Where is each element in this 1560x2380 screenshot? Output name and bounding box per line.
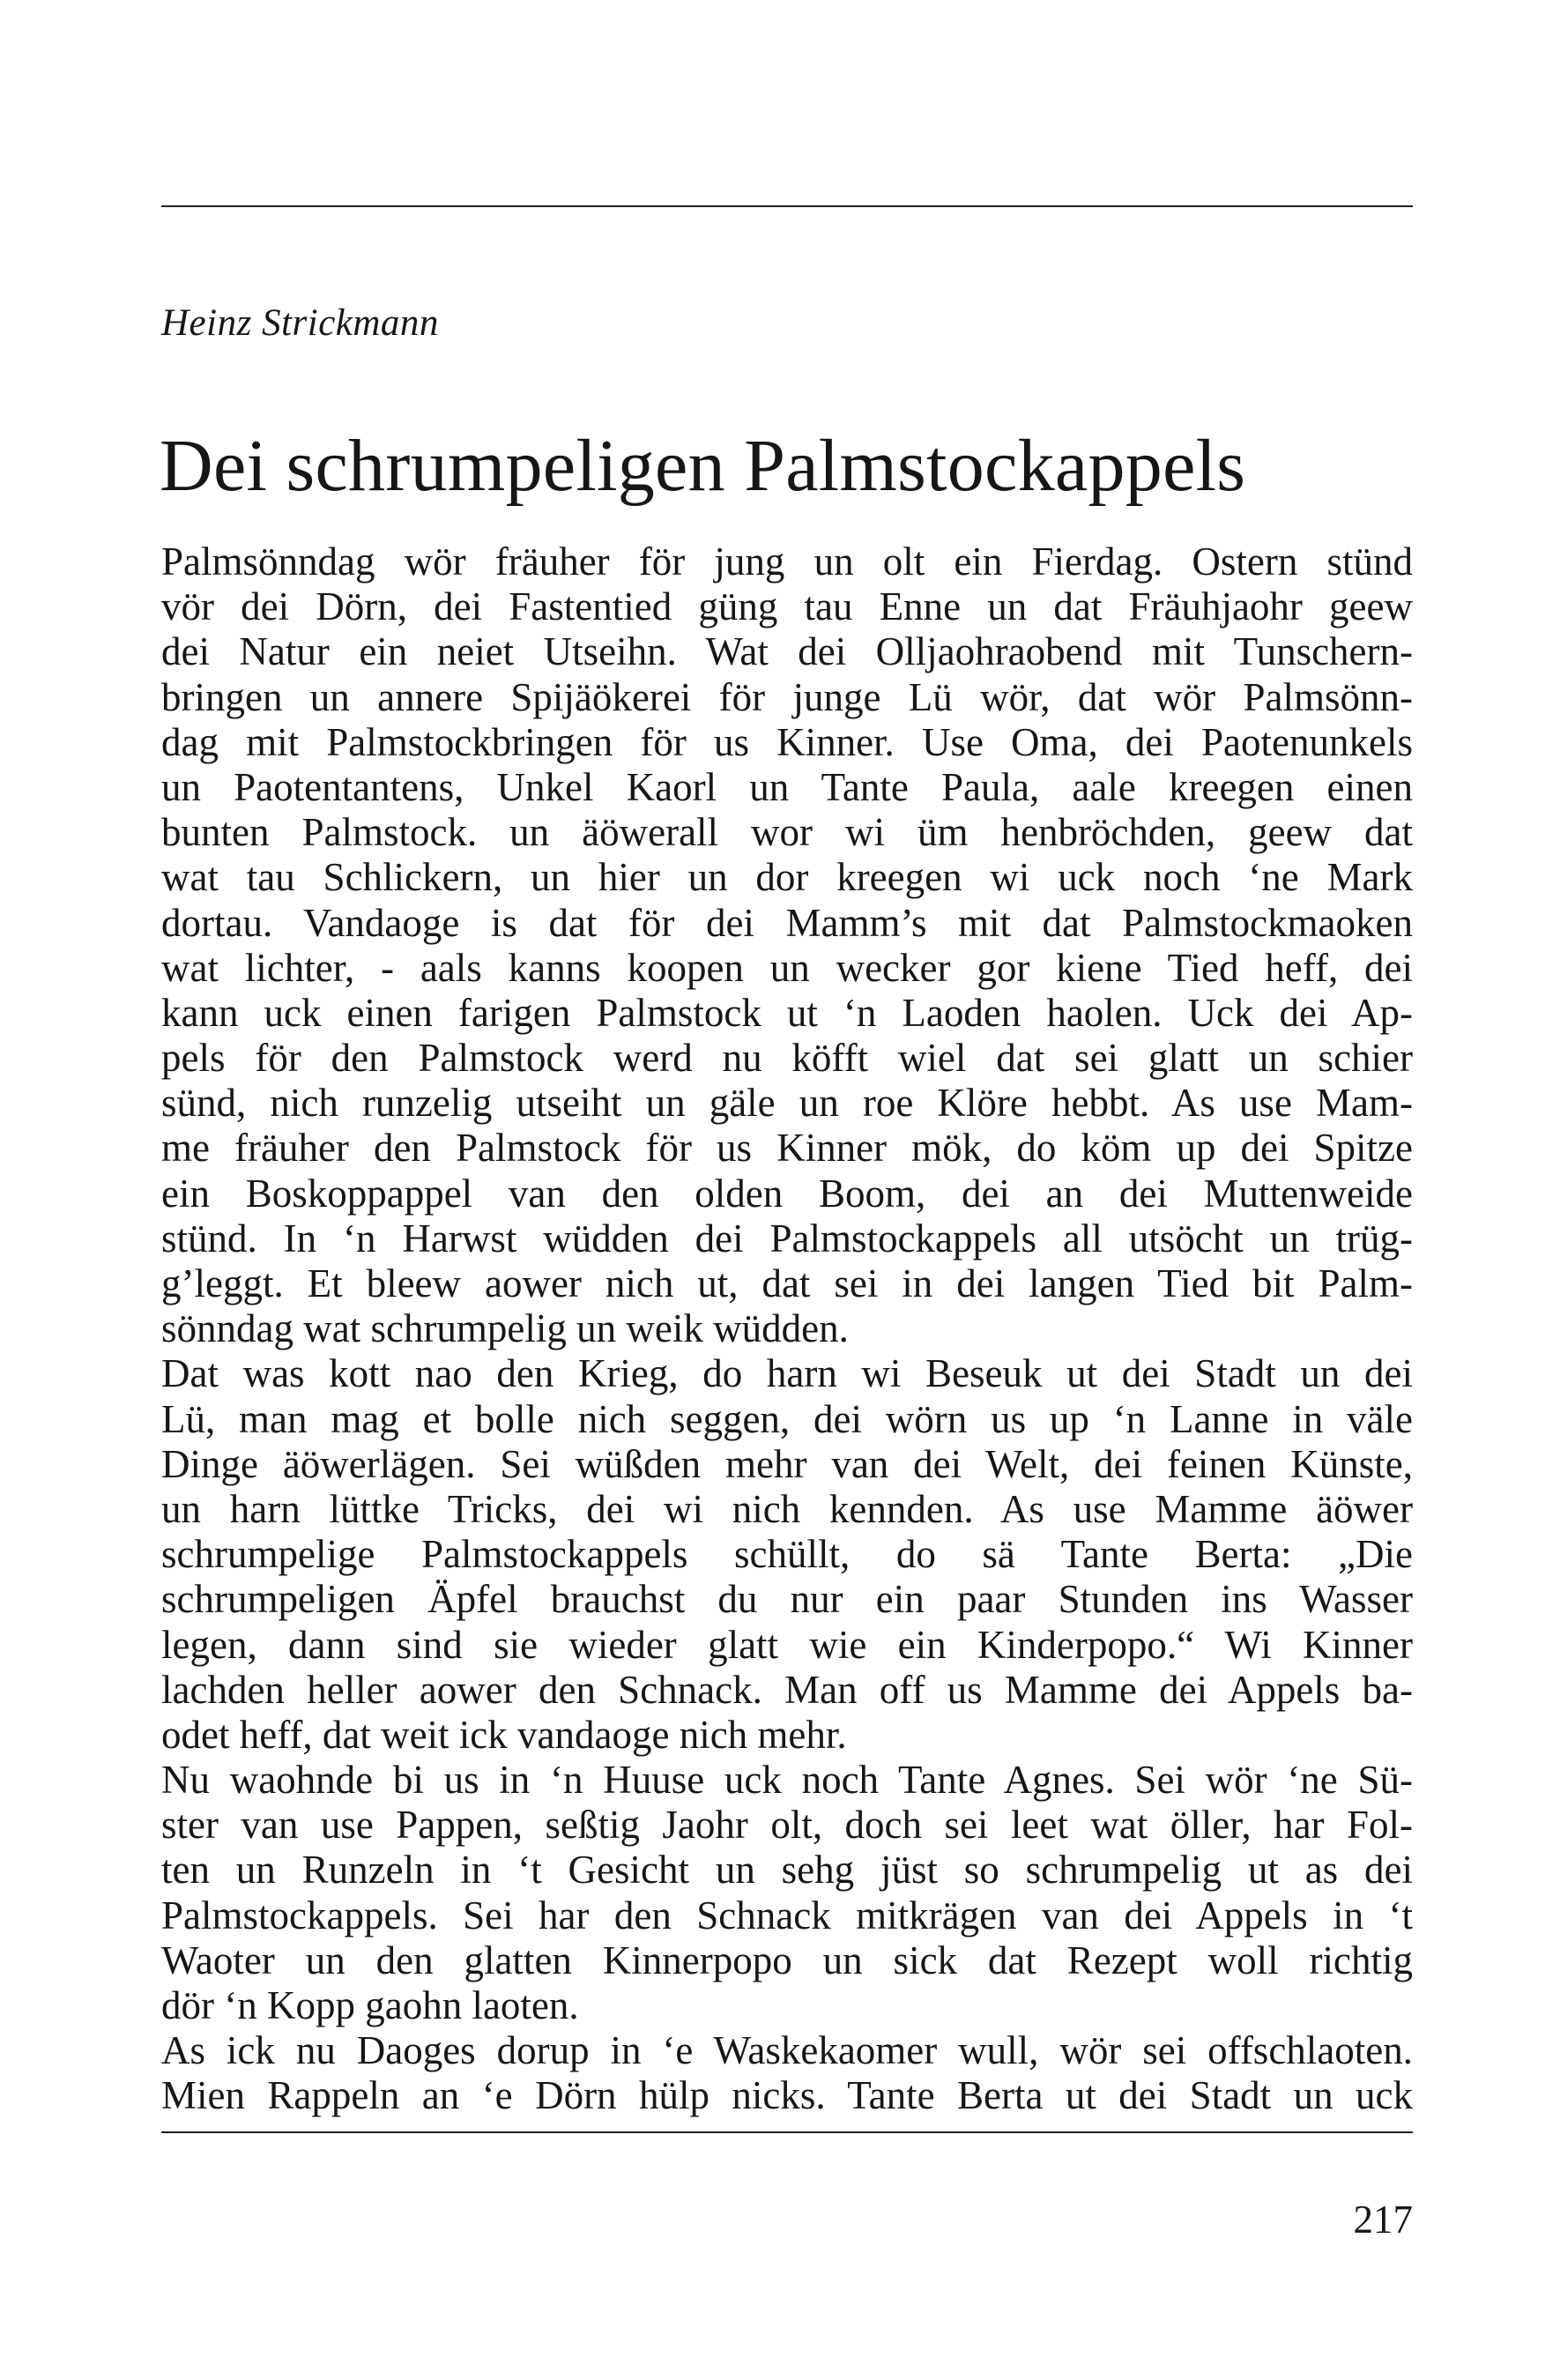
text-line: sönndag wat schrumpelig un weik wüdden. — [161, 1306, 849, 1351]
top-rule — [161, 205, 1413, 207]
text-line: dör ‘n Kopp gaohn laoten. — [161, 1983, 579, 2027]
text-line: un Paotentantens, Unkel Kaorl un Tante Paula, aale kreegen einen — [161, 764, 1413, 809]
text-line: dei Natur ein neiet Utseihn. Wat dei Olljaohraobend mit Tunschern- — [161, 629, 1413, 674]
text-line: pels för den Palmstock werd nu köfft wiel dat sei glatt un schier — [161, 1036, 1413, 1081]
text-line: dortau. Vandaoge is dat för dei Mamm’s mit dat Palmstockmaoken — [161, 900, 1413, 945]
text-line: As ick nu Daoges dorup in ‘e Waskekaomer wull, wör sei offschlaoten. — [161, 2028, 1413, 2073]
text-line: wat tau Schlickern, un hier un dor kreegen wi uck noch ‘ne Mark — [161, 855, 1413, 900]
text-line: schrumpeligen Äpfel brauchst du nur ein paar Stunden ins Wasser — [161, 1577, 1413, 1622]
text-line: g’leggt. Et bleew aower nich ut, dat sei in dei langen Tied bit Palm- — [161, 1261, 1413, 1305]
text-line: bringen un annere Spijäökerei för junge Lü wör, dat wör Palmsönn- — [161, 674, 1413, 719]
text-line: legen, dann sind sie wieder glatt wie ein Kinderpopo.“ Wi Kinner — [161, 1622, 1413, 1667]
text-line: sünd, nich runzelig utseiht un gäle un roe Klöre hebbt. As use Mam- — [161, 1081, 1413, 1126]
bottom-rule — [161, 2131, 1413, 2133]
text-line: ten un Runzeln in ‘t Gesicht un sehg jüst so schrumpelig ut as dei — [161, 1848, 1413, 1893]
text-line: me fräuher den Palmstock för us Kinner mök, do köm up dei Spitze — [161, 1126, 1413, 1171]
text-line: odet heff, dat weit ick vandaoge nich mehr. — [161, 1712, 847, 1757]
text-line: Waoter un den glatten Kinnerpopo un sick dat Rezept woll richtig — [161, 1937, 1413, 1982]
text-line: bunten Palmstock. un äöwerall wor wi üm henbröchden, geew dat — [161, 810, 1413, 855]
text-line: lachden heller aower den Schnack. Man off us Mamme dei Appels ba- — [161, 1667, 1413, 1712]
page-number: 217 — [1353, 2198, 1413, 2242]
text-line: stünd. In ‘n Harwst wüdden dei Palmstockappels all utsöcht un trüg- — [161, 1216, 1413, 1261]
text-line: Dat was kott nao den Krieg, do harn wi Beseuk ut dei Stadt un dei — [161, 1351, 1413, 1396]
body-text — [161, 539, 1413, 2119]
text-line: ein Boskoppappel van den olden Boom, dei an dei Muttenweide — [161, 1171, 1413, 1216]
text-line: Lü, man mag et bolle nich seggen, dei wörn us up ‘n Lanne in väle — [161, 1396, 1413, 1441]
text-line: wat lichter, - aals kanns koopen un wecker gor kiene Tied heff, dei — [161, 945, 1413, 990]
text-line: vör dei Dörn, dei Fastentied güng tau Enne un dat Fräuhjaohr geew — [161, 584, 1413, 629]
text-line: schrumpelige Palmstockappels schüllt, do sä Tante Berta: „Die — [161, 1532, 1413, 1577]
text-line: kann uck einen farigen Palmstock ut ‘n Laoden haolen. Uck dei Ap- — [161, 990, 1413, 1035]
text-line: dag mit Palmstockbringen för us Kinner. Use Oma, dei Paotenunkels — [161, 719, 1413, 764]
text-line: Mien Rappeln an ‘e Dörn hülp nicks. Tante Berta ut dei Stadt un uck — [161, 2073, 1413, 2118]
text-line: ster van use Pappen, seßtig Jaohr olt, doch sei leet wat öller, har Fol- — [161, 1803, 1413, 1848]
story-title: Dei schrumpeligen Palmstockappels — [160, 425, 1246, 507]
text-line: un harn lüttke Tricks, dei wi nich kennden. As use Mamme äöwer — [161, 1486, 1413, 1531]
text-line: Palmsönndag wör fräuher för jung un olt ein Fierdag. Ostern stünd — [161, 539, 1413, 584]
author-name: Heinz Strickmann — [161, 302, 439, 344]
text-line: Nu waohnde bi us in ‘n Huuse uck noch Tante Agnes. Sei wör ‘ne Sü- — [161, 1758, 1413, 1803]
text-line: Palmstockappels. Sei har den Schnack mitkrägen van dei Appels in ‘t — [161, 1893, 1413, 1937]
text-line: Dinge äöwerlägen. Sei wüßden mehr van dei Welt, dei feinen Künste, — [161, 1441, 1413, 1486]
